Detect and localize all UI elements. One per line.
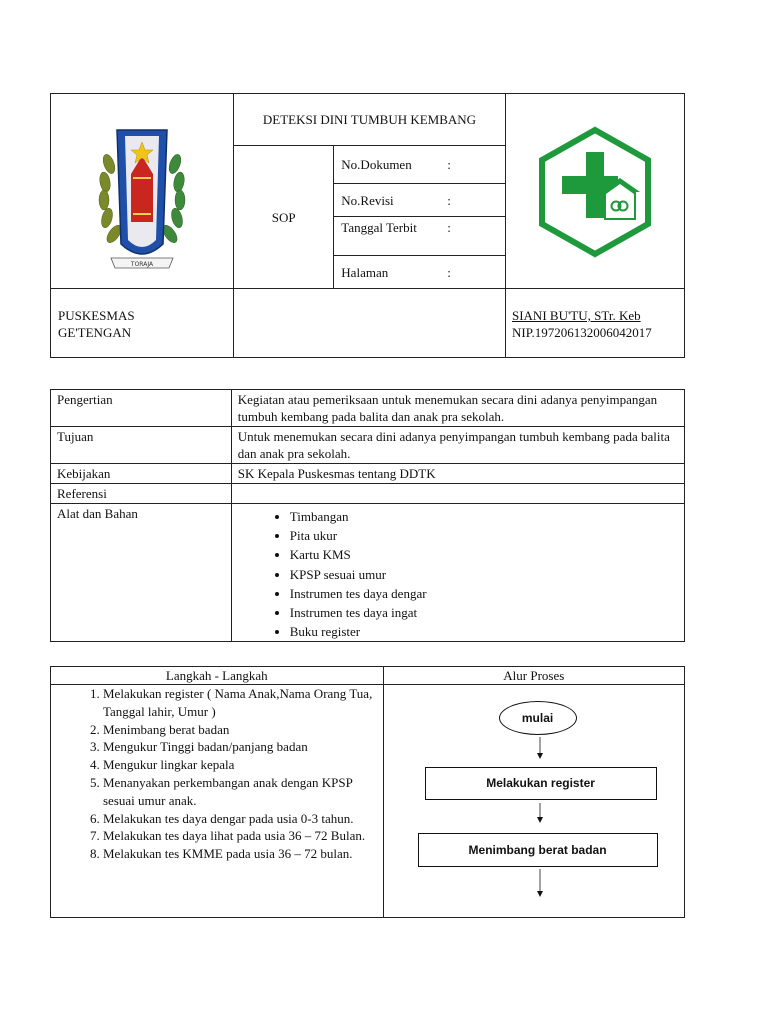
meta-sep: :	[447, 220, 451, 235]
meta-sep: :	[447, 157, 451, 172]
header-table	[50, 93, 685, 358]
steps-list	[51, 685, 383, 863]
document-title-cell	[234, 94, 506, 146]
flow-box-register-label: Melakukan register	[486, 776, 595, 790]
alat-value	[231, 504, 684, 642]
flowchart	[384, 685, 684, 917]
pengertian-label: Pengertian	[51, 390, 232, 427]
list-item: • Timbangan	[290, 507, 678, 526]
list-item: 2. Menimbang berat badan	[103, 721, 383, 739]
signer-cell	[505, 289, 684, 358]
list-item: 6. Melakukan tes daya dengar pada usia 0-3 tahun.	[103, 810, 383, 828]
list-item: 1. Melakukan register ( Nama Anak,Nama Orang Tua, Tanggal lahir, Umur )	[103, 685, 383, 721]
tujuan-value: Untuk menemukan secara dini adanya penyimpangan tumbuh kembang pada balita dan anak pra sekolah.	[231, 427, 684, 464]
tujuan-label: Tujuan	[51, 427, 232, 464]
list-item: 7. Melakukan tes daya lihat pada usia 36 – 72 Bulan.	[103, 827, 383, 845]
flow-box-weigh-label: Menimbang berat badan	[468, 842, 607, 857]
organization-cell	[51, 289, 234, 358]
meta-row-no-revisi	[334, 184, 506, 217]
meta-sep: :	[447, 192, 451, 208]
kebijakan-value: SK Kepala Puskesmas tentang DDTK	[231, 464, 684, 484]
meta-label: Tanggal Terbit	[341, 220, 417, 235]
procedure-table	[50, 666, 685, 918]
list-item: • Pita ukur	[290, 526, 678, 545]
flow-column-header: Alur Proses	[383, 667, 684, 685]
list-item: 8. Melakukan tes KMME pada usia 36 – 72 bulan.	[103, 845, 383, 863]
pengertian-value: Kegiatan atau pemeriksaan untuk menemukan secara dini adanya penyimpangan tumbuh kembang pada balita dan anak pra sekolah.	[231, 390, 684, 427]
meta-row-halaman	[334, 256, 506, 289]
puskesmas-logo	[506, 94, 684, 284]
document-title: DETEKSI DINI TUMBUH KEMBANG	[262, 112, 477, 127]
referensi-value	[231, 484, 684, 504]
steps-cell	[51, 685, 384, 918]
list-item: • KPSP sesuai umur	[290, 565, 678, 584]
flow-box-weigh	[418, 833, 658, 867]
meta-row-no-dokumen	[334, 146, 506, 184]
referensi-label: Referensi	[51, 484, 232, 504]
empty-middle-cell	[234, 289, 506, 358]
list-item: 4. Mengukur lingkar kepala	[103, 756, 383, 774]
list-item: 3. Mengukur Tinggi badan/panjang badan	[103, 738, 383, 756]
steps-column-header: Langkah - Langkah	[51, 667, 384, 685]
meta-label: Halaman	[341, 264, 389, 280]
flow-box-register	[425, 767, 657, 800]
puskesmas-logo-cell	[505, 94, 684, 289]
alat-label: Alat dan Bahan	[51, 504, 232, 642]
sop-label: SOP	[271, 209, 296, 225]
meta-sep: :	[447, 264, 451, 280]
organization-name-line2: GE'TENGAN	[58, 325, 132, 340]
flow-start-label: mulai	[521, 710, 554, 725]
kebijakan-label: Kebijakan	[51, 464, 232, 484]
regional-emblem-logo	[51, 94, 233, 284]
meta-label: No.Revisi	[341, 192, 394, 208]
list-item: • Buku register	[290, 622, 678, 641]
sop-cell	[234, 146, 334, 289]
organization-name-line1: PUSKESMAS	[58, 308, 135, 323]
regional-emblem-cell	[51, 94, 234, 289]
list-item: • Kartu KMS	[290, 545, 678, 564]
tools-list	[238, 505, 678, 641]
signer-nip: NIP.197206132006042017	[511, 325, 652, 340]
signer-name: SIANI BU'TU, STr. Keb	[511, 308, 641, 323]
info-table	[50, 389, 685, 642]
meta-row-tanggal-terbit	[334, 217, 506, 256]
flow-cell	[383, 685, 684, 918]
list-item: 5. Menanyakan perkembangan anak dengan KPSP sesuai umur anak.	[103, 774, 383, 810]
flow-start-oval	[499, 701, 577, 735]
list-item: • Instrumen tes daya dengar	[290, 584, 678, 603]
list-item: • Instrumen tes daya ingat	[290, 603, 678, 622]
svg-text:TORAJA: TORAJA	[130, 261, 154, 268]
meta-label: No.Dokumen	[341, 157, 412, 172]
